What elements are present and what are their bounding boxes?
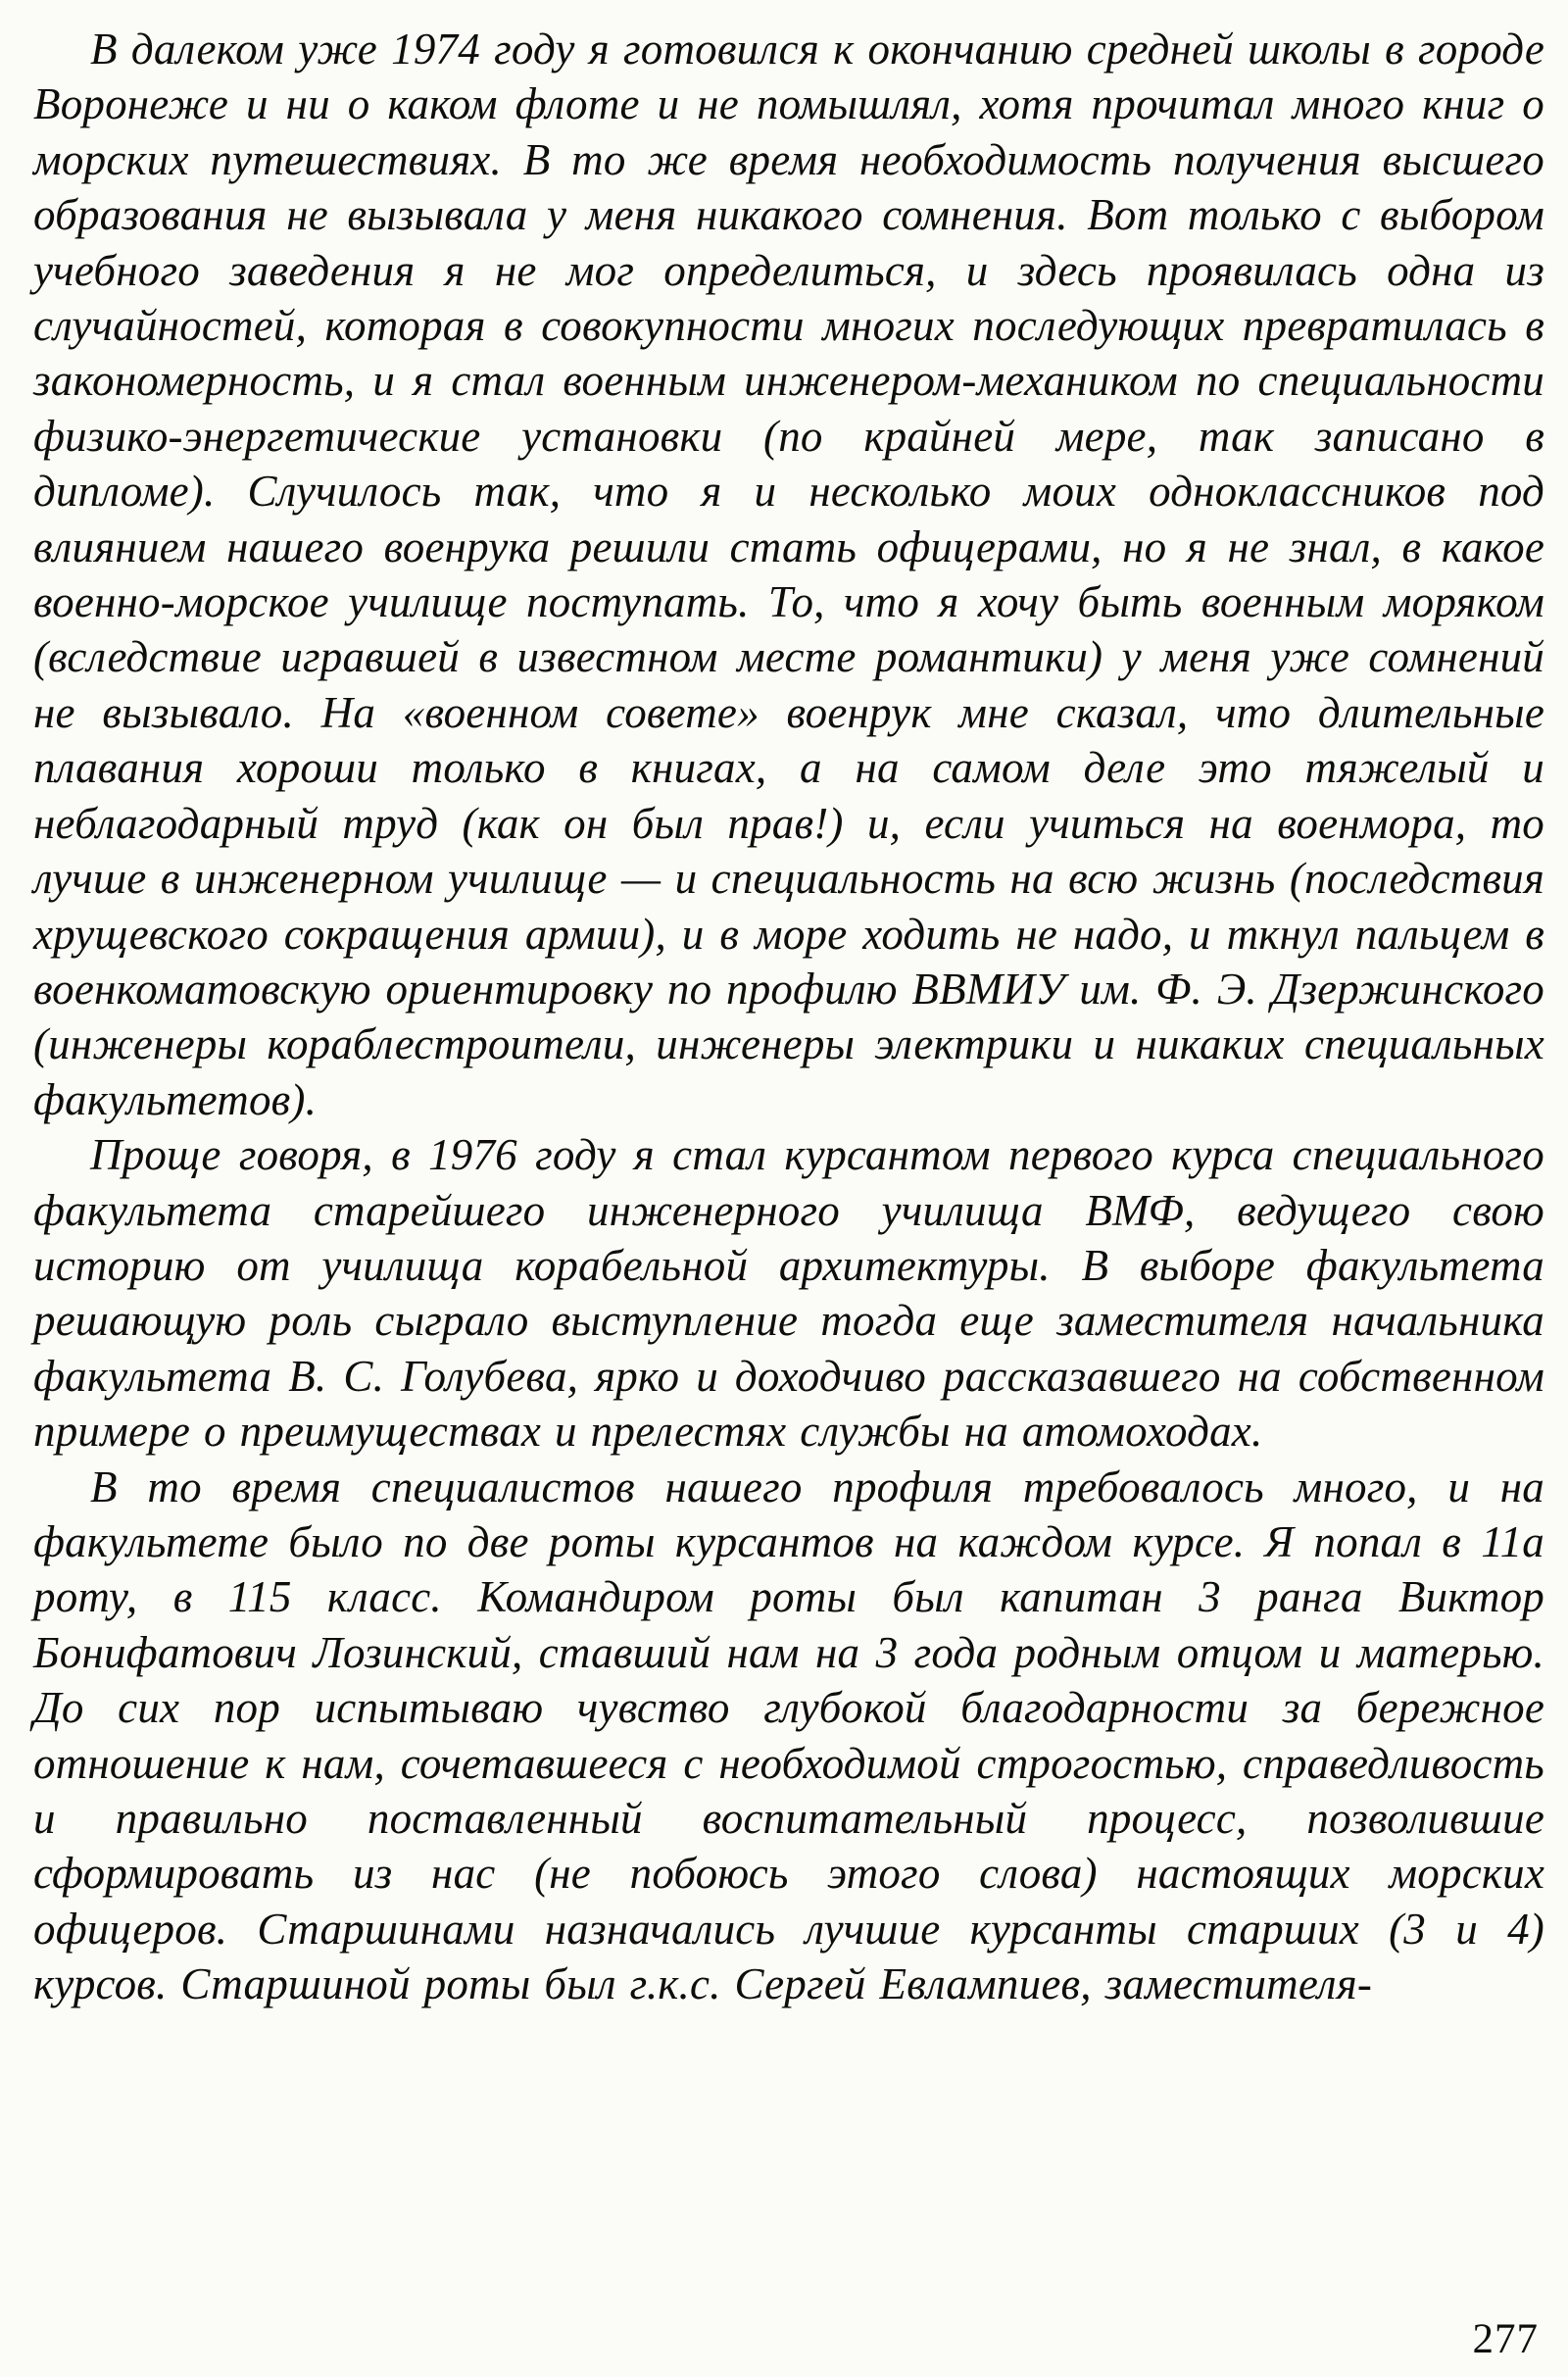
page-number: 277 <box>1472 2316 1539 2362</box>
body-text <box>33 22 1544 2012</box>
paragraph-1: В далеком уже 1974 году я готовился к окончанию средней школы в городе Воронеже и ни о каком флоте и не помышлял, хотя прочитал много книг о морских путешествиях. В то же время необходимость получения высшего образования не вызывала у меня никакого сомнения. Вот только с выбором учебного заведения я не мог определиться, и здесь проявилась одна из случайностей, которая в совокупности многих последующих превратилась в закономерность, и я стал военным инженером-механиком по специальности физико-энергетические установки (по крайней мере, так записано в дипломе). Случилось так, что я и несколько моих одноклассников под влиянием нашего военрука решили стать офицерами, но я не знал, в какое военно-морское училище поступать. То, что я хочу быть военным моряком (вследствие игравшей в известном месте романтики) у меня уже сомнений не вызывало. На «военном совете» военрук мне сказал, что длительные плавания хороши только в книгах, а на самом деле это тяжелый и неблагодарный труд (как он был прав!) и, если учиться на военмора, то лучше в инженерном училище — и специальность на всю жизнь (последствия хрущевского сокращения армии), и в море ходить не надо, и ткнул пальцем в военкоматовскую ориентировку по профилю ВВМИУ им. Ф. Э. Дзержинского (инженеры кораблестроители, инженеры электрики и никаких специальных факультетов). <box>33 25 1544 1124</box>
paragraph-2: Проще говоря, в 1976 году я стал курсантом первого курса специального факультета старейшего инженерного училища ВМФ, ведущего свою историю от училища корабельной архитектуры. В выборе факультета решающую роль сыграло выступление тогда еще заместителя начальника факультета В. С. Голубева, ярко и доходчиво рассказавшего на собственном примере о преимуществах и прелестях службы на атомоходах. <box>33 1130 1544 1457</box>
paragraph-3: В то время специалистов нашего профиля требовалось много, и на факультете было по две роты курсантов на каждом курсе. Я попал в 11а роту, в 115 класс. Командиром роты был капитан 3 ранга Виктор Бонифатович Лозинский, ставший нам на 3 года родным отцом и матерью. До сих пор испытываю чувство глубокой благодарности за бережное отношение к нам, сочетавшееся с необходимой строгостью, справедливость и правильно поставленный воспитательный процесс, позволившие сформировать из нас (не побоюсь этого слова) настоящих морских офицеров. Старшинами назначались лучшие курсанты старших (3 и 4) курсов. Старшиной роты был г.к.с. Сергей Евлампиев, заместителя- <box>33 1461 1544 2009</box>
